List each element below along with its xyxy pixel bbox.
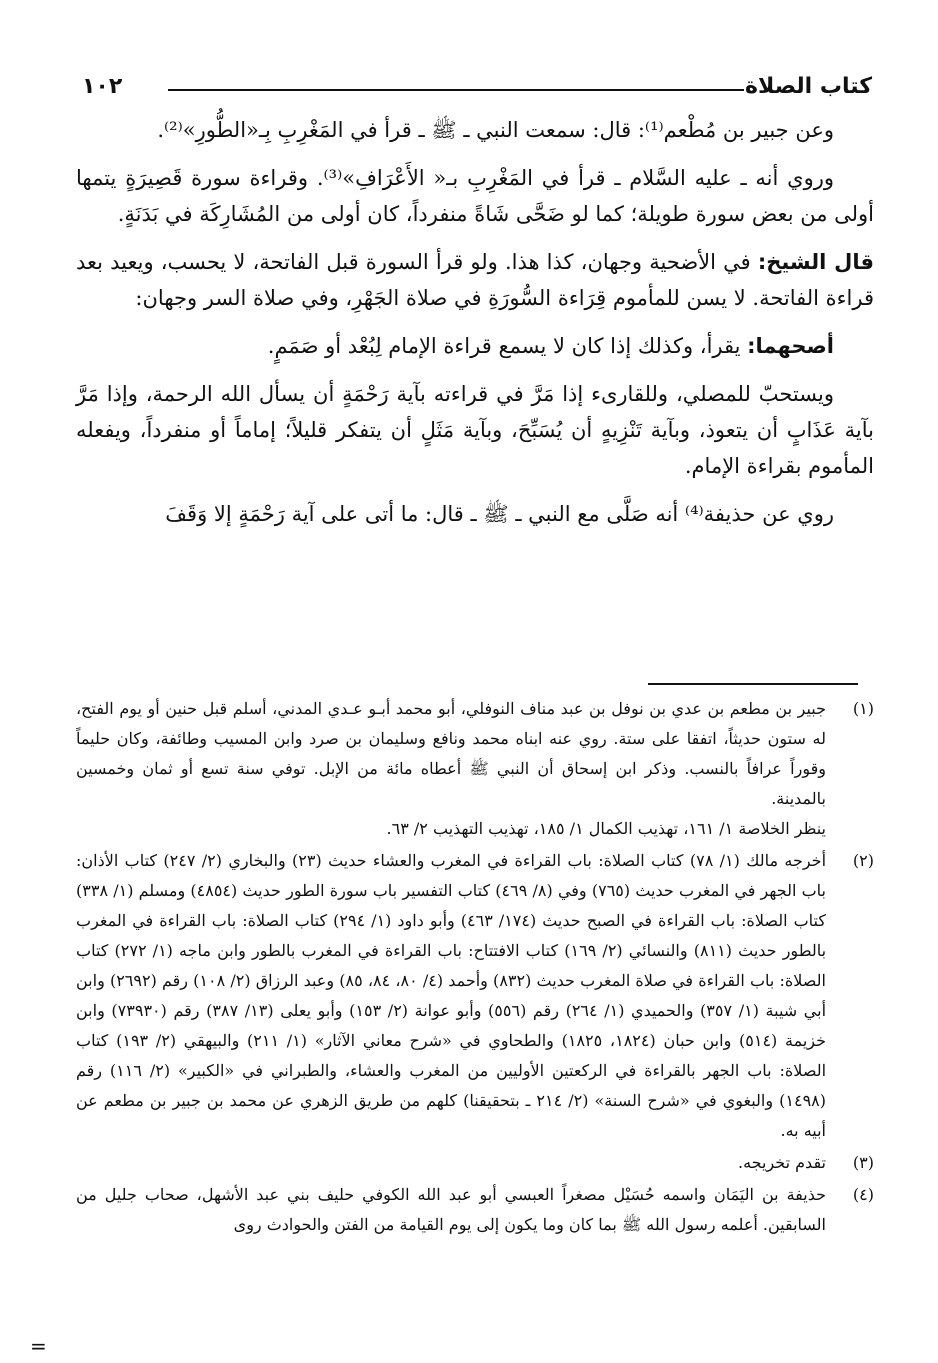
footnote-3 [76, 1148, 874, 1178]
footnote-text: حذيفة بن اليَمَان واسمه حُسَيْل مصغراً العبسي أبو عبد الله الكوفي حليف بني عبد الأشهل، صحاب جليل من السابقين. أعلمه رسول الله ﷺ بما كان وما يكون إلى يوم القيامة من الفتن والحوادث روى [76, 1185, 826, 1234]
continuation-mark: = [30, 1334, 47, 1358]
paragraph-6: روي عن حذيفة⁽⁴⁾ أنه صَلَّى مع النبي ـ ﷺ ـ قال: ما أتى على آية رَحْمَةٍ إلا وَقَفَ [165, 502, 834, 526]
header-rule [168, 89, 744, 91]
footnote-number: (١) [852, 699, 874, 718]
footnote-text: تقدم تخريجه. [738, 1153, 826, 1172]
paragraph-5: ويستحبّ للمصلي، وللقارىء إذا مَرَّ في قراءته بآية رَحْمَةٍ أن يسأل الله الرحمة، وإذا مَرَّ بآية عَذَابٍ أن يتعوذ، وبآية تَنْزِيهٍ أن يُسَبِّحَ، وبآية مَثَلٍ أن يتفكر قليلاً؛ إماماً أو منفرداً، ويفعله المأموم بقراءة الإمام. [76, 382, 874, 478]
footnote-number: (٣) [852, 1153, 874, 1172]
paragraph-1: وعن جبير بن مُطْعم⁽¹⁾: قال: سمعت النبي ـ ﷺ ـ قرأ في المَغْرِبِ بِـ«الطُّورِ»⁽²⁾. [157, 118, 834, 142]
footnote-2 [76, 846, 874, 1146]
footnote-number: (٢) [852, 851, 874, 870]
footnote-number: (٤) [852, 1185, 874, 1204]
paragraph-4-text: يقرأ، وكذلك إذا كان لا يسمع قراءة الإمام لِبُعْد أو صَمَمٍ. [267, 334, 748, 358]
page-number: ١٠٢ [82, 74, 123, 99]
page-header [82, 74, 872, 108]
footnote-source: ينظر الخلاصة ١/ ١٦١، تهذيب الكمال ١/ ١٨٥، تهذيب التهذيب ٢/ ٦٣. [386, 819, 826, 838]
footnote-text: أخرجه مالك (١/ ٧٨) كتاب الصلاة: باب القراءة في المغرب والعشاء حديث (٢٣) والبخاري (٢/ ٢٤٧) كتاب الأذان: باب الجهر في المغرب حديث (٧٦٥) وفي (٨/ ٤٦٩) كتاب التفسير باب سورة الطور حديث (٤٨٥٤) ومسلم (١/ ٣٣٨) كتاب الصلاة: باب القراءة في الصبح حديث (١٧٤/ ٤٦٣) وأبو داود (١/ ٢٩٤) كتاب الصلاة: باب القراءة في المغرب بالطور حديث (٨١١) والنسائي (٢/ ١٦٩) كتاب الافتتاح: باب القراءة في المغرب بالطور وابن ماجه (١/ ٢٧٢) كتاب الصلاة: باب القراءة في صلاة المغرب حديث (٨٣٢) وأحمد (٤/ ٨٠، ٨٤، ٨٥) وعبد الرزاق (٢/ ١٠٨) رقم (٢٦٩٢) وابن أبي شيبة (١/ ٣٥٧) والحميدي (١/ ٢٦٤) رقم (٥٥٦) وأبو عوانة (٢/ ١٥٣) وأبو يعلى (١٣/ ٣٨٧) رقم (٧٣٩٣٠) وابن خزيمة (٥١٤) وابن حبان (١٨٢٤، ١٨٢٥) والطحاوي في «شرح معاني الآثار» (١/ ٢١١) والبيهقي (٢/ ١٩٣) كتاب الصلاة: باب الجهر بالقراءة في الركعتين الأوليين من المغرب والعشاء، والطبراني في «الكبير» (٢/ ١١٦) رقم (١٤٩٨) والبغوي في «شرح السنة» (٢/ ٢١٤ ـ بتحقيقنا) كلهم من طريق الزهري عن محمد بن جبير بن مطعم عن أبيه به. [76, 851, 827, 1140]
chapter-title: كتاب الصلاة [745, 74, 872, 99]
footnote-4 [76, 1180, 874, 1240]
footnotes [76, 694, 874, 1242]
paragraph-2: وروي أنه ـ عليه السَّلام ـ قرأ في المَغْرِبِ بـ« الأَعْرَافِ»⁽³⁾. وقراءة سورة قَصِيرَةٍ يتمها أولى من بعض سورة طويلة؛ كما لو ضَحَّى شَاةً منفرداً، كان أولى من المُشَارِكَة في بَدَنَةٍ. [76, 166, 874, 226]
footnote-1 [76, 694, 874, 844]
paragraph-4 [76, 328, 874, 364]
main-text [76, 112, 874, 544]
paragraph-3-text: في الأضحية وجهان، كذا هذا. ولو قرأ السورة قبل الفاتحة، لا يحسب، ويعيد بعد قراءة الفاتحة. لا يسن للمأموم قِرَاءة السُّورَةِ في صلاة الجَهْرِ، وفي صلاة السر وجهان: [76, 250, 874, 310]
paragraph-3 [76, 244, 874, 316]
footnote-text: جبير بن مطعم بن عدي بن نوفل بن عبد مناف النوفلي، أبو محمد أبـو عـدي المدني، أسلم قبل حنين أو يوم الفتح، له ستون حديثاً، اتفقا على ستة. روي عنه ابناه محمد ونافع وسليمان بن صرد وابن المسيب وطائفة، وكان حليماً وقوراً عرافاً بالنسب. وذكر ابن إسحاق أن النبي ﷺ أعطاه مائة من الإبل. توفي سنة تسع أو ثمان وخمسين بالمدينة. [76, 699, 826, 808]
footnote-separator [648, 683, 858, 685]
most-correct-label: أصحهما: [747, 334, 834, 358]
sheikh-said-label: قال الشيخ: [757, 250, 874, 274]
